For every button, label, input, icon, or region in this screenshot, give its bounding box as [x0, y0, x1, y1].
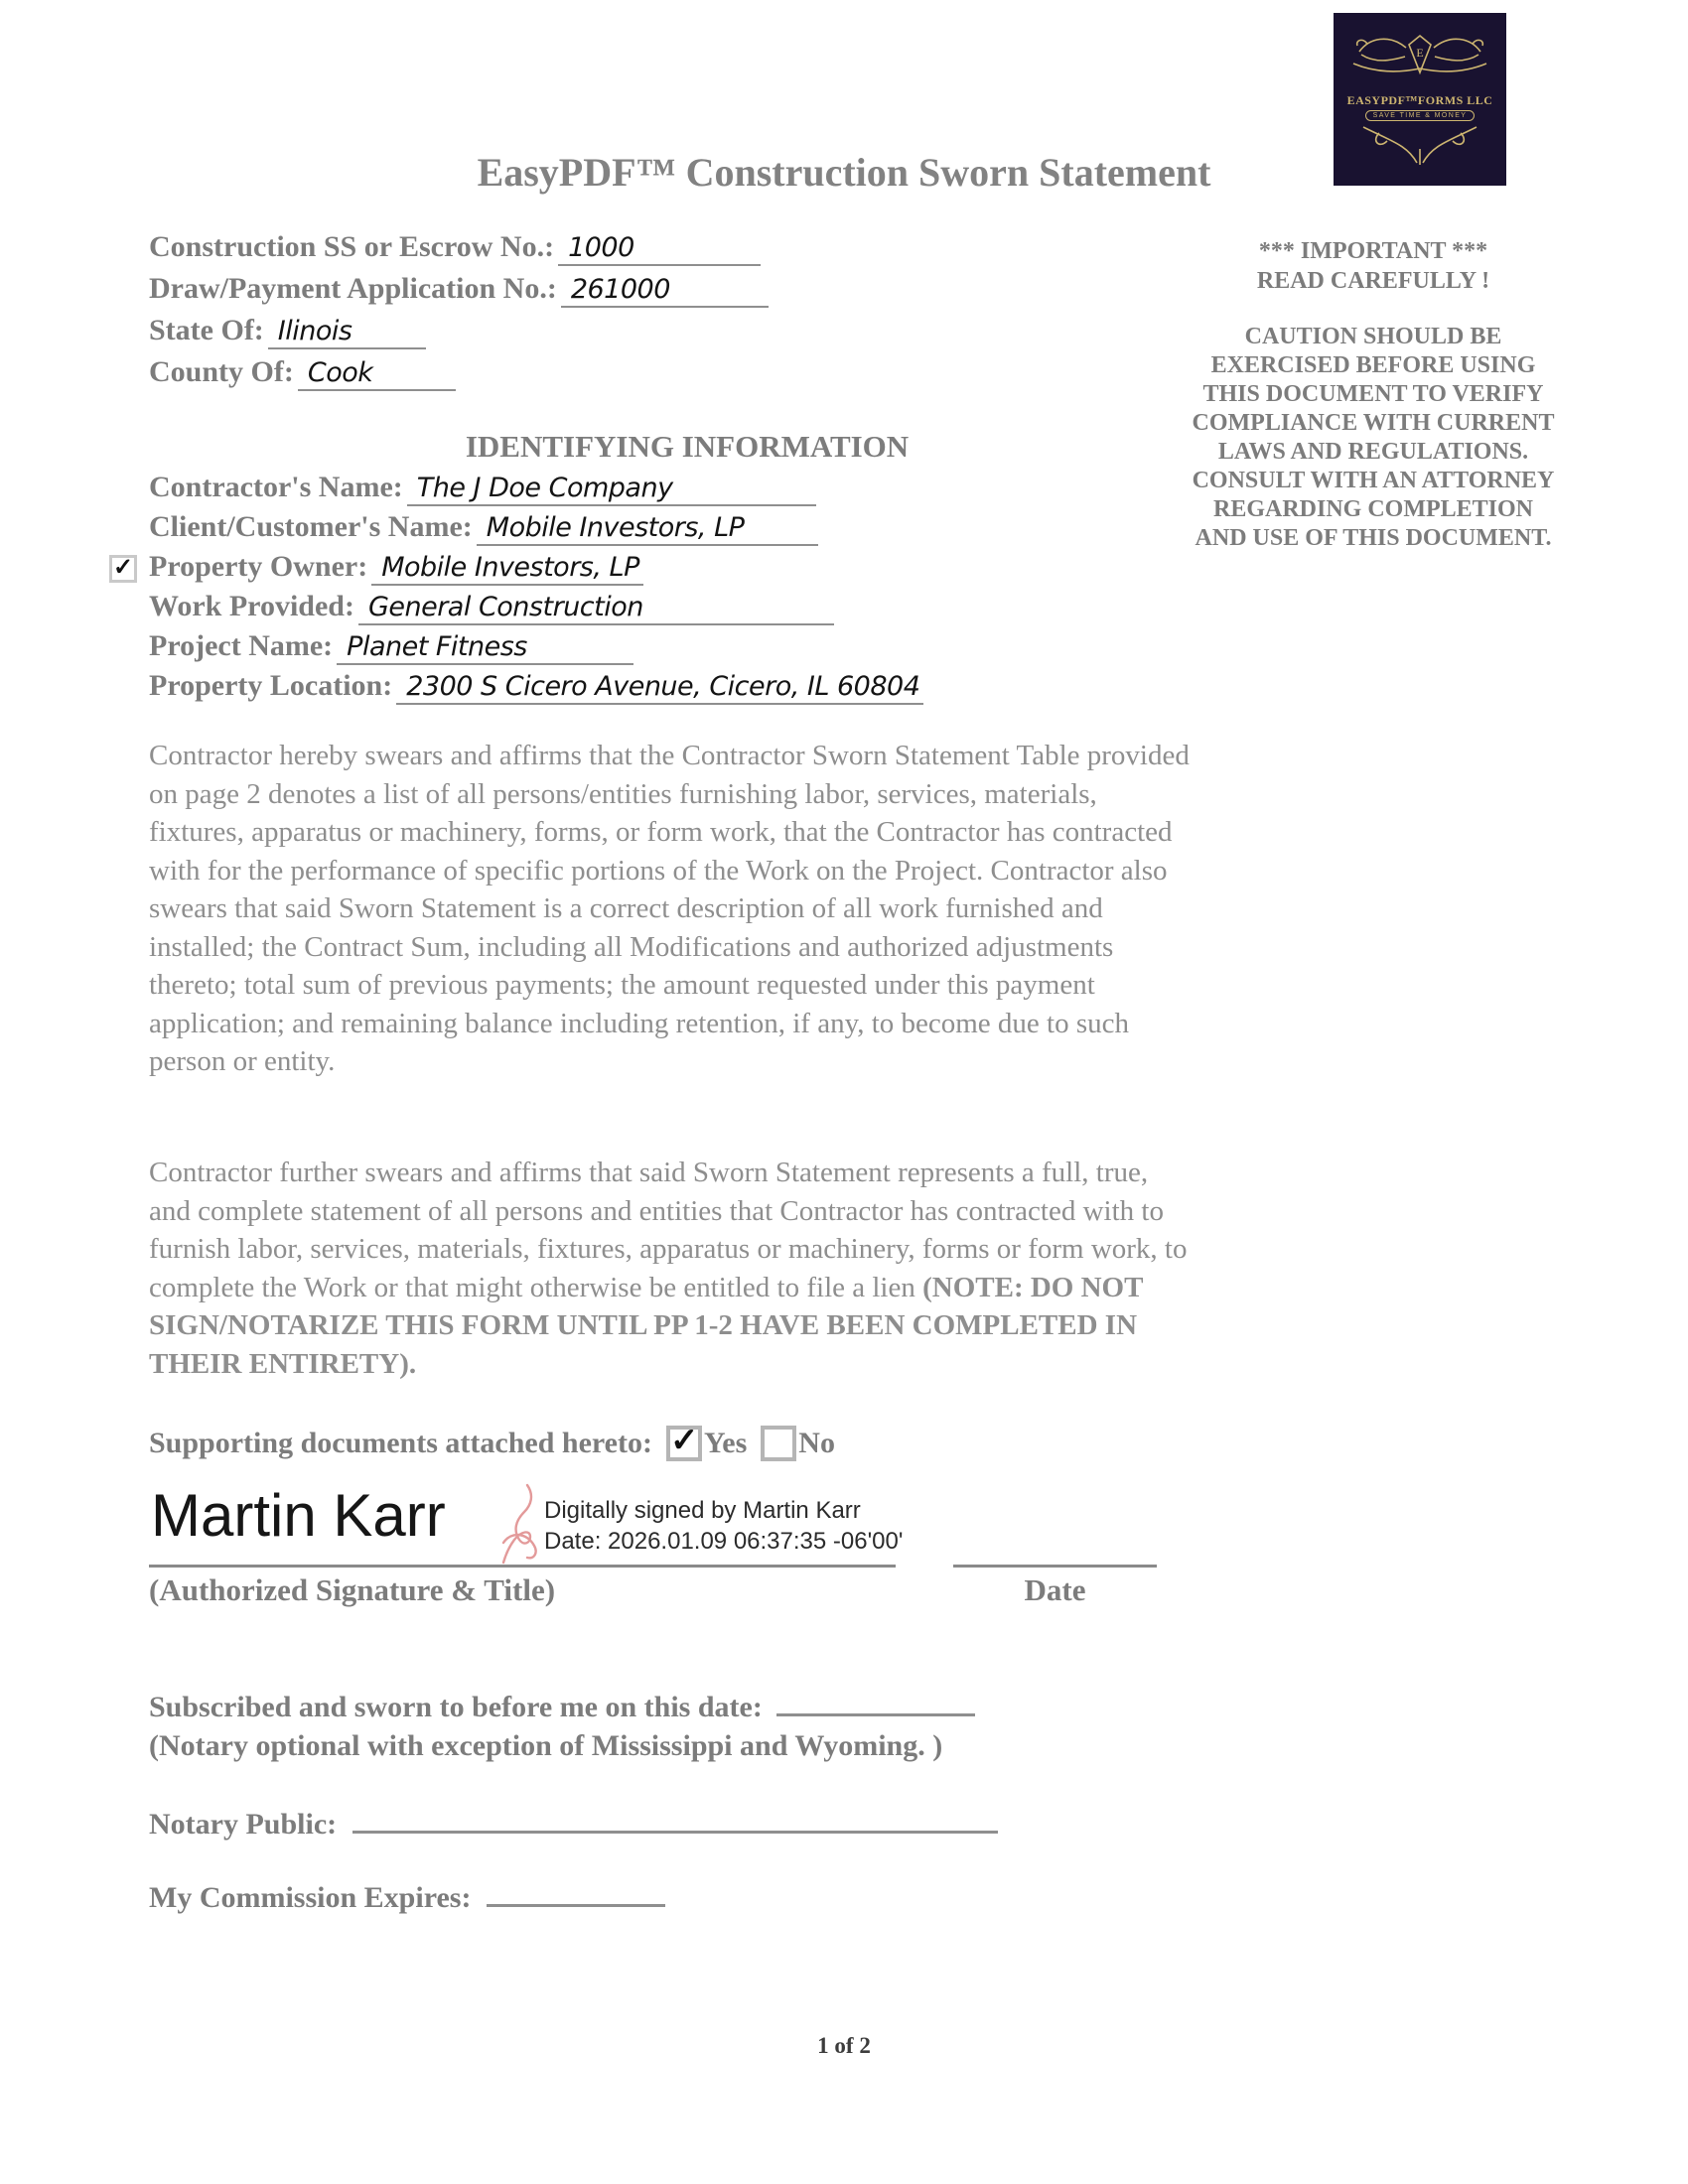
logo-tagline: SAVE TIME & MONEY	[1365, 110, 1476, 121]
digital-signature-details	[544, 1495, 903, 1557]
county-of-label: County Of:	[149, 355, 294, 388]
project-name-label: Project Name:	[149, 629, 334, 662]
commission-expires-row	[149, 1878, 665, 1915]
notary-public-row	[149, 1805, 998, 1842]
important-notice-line1: *** IMPORTANT ***	[1258, 238, 1488, 264]
state-of-label: State Of:	[149, 314, 264, 346]
work-provided-field[interactable]: General Construction	[358, 592, 834, 625]
adobe-acrobat-signature-icon	[501, 1481, 545, 1569]
work-provided-label: Work Provided:	[149, 590, 354, 622]
draw-application-no-label: Draw/Payment Application No.:	[149, 272, 557, 305]
top-fields-section	[149, 230, 769, 397]
field-row-escrow-no	[149, 230, 769, 272]
property-owner-field[interactable]: Mobile Investors, LP	[371, 552, 643, 586]
date-caption: Date	[1024, 1572, 1086, 1607]
escrow-no-label: Construction SS or Escrow No.:	[149, 230, 555, 263]
supporting-yes-checkbox[interactable]	[666, 1423, 702, 1461]
logo-monogram: E	[1416, 46, 1424, 60]
field-row-project-name	[149, 629, 1102, 669]
supporting-documents-row	[149, 1422, 835, 1465]
digital-signature-line1: Digitally signed by Martin Karr	[544, 1497, 861, 1524]
notary-optional-note: (Notary optional with exception of Mississippi and Wyoming. )	[149, 1729, 943, 1762]
supporting-documents-label: Supporting documents attached hereto:	[149, 1427, 652, 1459]
important-notice-line2: READ CAREFULLY !	[1256, 268, 1490, 294]
important-notice-body: CAUTION SHOULD BE EXERCISED BEFORE USING THIS DOCUMENT TO VERIFY COMPLIANCE WITH CURRENT LAWS AND REGULATIONS. CONSULT WITH AN ATTORNEY REGARDING COMPLETION AND USE OF THIS DOCUMENT.	[1192, 324, 1555, 551]
date-line[interactable]	[953, 1565, 1157, 1568]
checkmark-icon: ✓	[112, 555, 134, 581]
page-number: 1 of 2	[817, 2033, 871, 2058]
affirmation-paragraph-2-text: Contractor further swears and affirms that said Sworn Statement represents a full, true, and complete statement of all persons and entities that Contractor has contracted with to furnish labor, services, materials, fixtures, apparatus or machinery, forms or form work, to complete the Work or that might otherwise be entitled to file a lien	[149, 1157, 1188, 1303]
sworn-date-label: Subscribed and sworn to before me on this date:	[149, 1691, 763, 1723]
field-row-draw-application-no	[149, 272, 769, 314]
notary-public-label: Notary Public:	[149, 1808, 338, 1841]
field-row-client-name	[149, 510, 1102, 550]
client-name-field[interactable]: Mobile Investors, LP	[477, 512, 818, 546]
important-notice	[1192, 236, 1555, 553]
notary-public-field[interactable]	[352, 1805, 998, 1834]
property-location-label: Property Location:	[149, 669, 393, 702]
signature-name[interactable]: Martin Karr	[151, 1482, 446, 1549]
checkmark-icon: ✓	[669, 1423, 699, 1459]
draw-application-no-field[interactable]: 261000	[561, 274, 769, 308]
signature-line[interactable]	[149, 1565, 896, 1568]
do-not-sign-note: (NOTE: DO NOT SIGN/NOTARIZE THIS FORM UNTIL PP 1-2 HAVE BEEN COMPLETED IN THEIR ENTIRETY).	[149, 1271, 1143, 1380]
supporting-yes-label: Yes	[703, 1427, 748, 1459]
signature-caption: (Authorized Signature & Title)	[149, 1572, 556, 1607]
field-row-contractor-name	[149, 471, 1102, 510]
identifying-information-section	[112, 429, 1102, 709]
logo-name: EASYPDF™FORMS LLC	[1346, 93, 1493, 107]
escrow-no-field[interactable]: 1000	[558, 232, 761, 266]
state-of-field[interactable]: Ilinois	[268, 316, 426, 349]
affirmation-paragraph-1: Contractor hereby swears and affirms that the Contractor Sworn Statement Table provided on page 2 denotes a list of all persons/entities furnishing labor, services, materials, fixtures, apparatus or machinery, forms, or form work, that the Contractor has contracted with for the performance of specific portions of the Work on the Project. Contractor also swears that said Sworn Statement is a correct description of all work furnished and installed; the Contract Sum, including all Modifications and authorized adjustments thereto; total sum of previous payments; the amount requested under this payment application; and remaining balance including retention, if any, to become due to such person or entity.	[149, 740, 1190, 1077]
field-row-property-location	[149, 669, 1102, 709]
property-location-field[interactable]: 2300 S Cicero Avenue, Cicero, IL 60804	[396, 671, 923, 705]
sworn-date-field[interactable]	[776, 1688, 975, 1716]
contractor-name-field[interactable]: The J Doe Company	[407, 473, 816, 506]
property-owner-checkbox[interactable]	[109, 555, 137, 583]
page-title: EasyPDF™ Construction Sworn Statement	[477, 150, 1211, 195]
commission-expires-field[interactable]	[487, 1878, 665, 1907]
field-row-property-owner	[112, 550, 1102, 590]
contractor-name-label: Contractor's Name:	[149, 471, 403, 503]
field-row-county-of	[149, 355, 769, 397]
project-name-field[interactable]: Planet Fitness	[337, 631, 633, 665]
supporting-no-label: No	[798, 1427, 835, 1459]
affirmation-paragraph-2	[149, 1154, 1190, 1383]
field-row-work-provided	[149, 590, 1102, 629]
client-name-label: Client/Customer's Name:	[149, 510, 473, 543]
commission-expires-label: My Commission Expires:	[149, 1881, 472, 1914]
supporting-no-checkbox[interactable]	[761, 1426, 796, 1461]
digital-signature-line2: Date: 2026.01.09 06:37:35 -06'00'	[544, 1528, 904, 1555]
county-of-field[interactable]: Cook	[298, 357, 456, 391]
property-owner-label: Property Owner:	[149, 550, 368, 583]
logo-crest-top-icon	[1345, 32, 1494, 91]
field-row-state-of	[149, 314, 769, 355]
sworn-date-row	[149, 1688, 975, 1724]
identifying-information-heading: IDENTIFYING INFORMATION	[465, 429, 910, 464]
